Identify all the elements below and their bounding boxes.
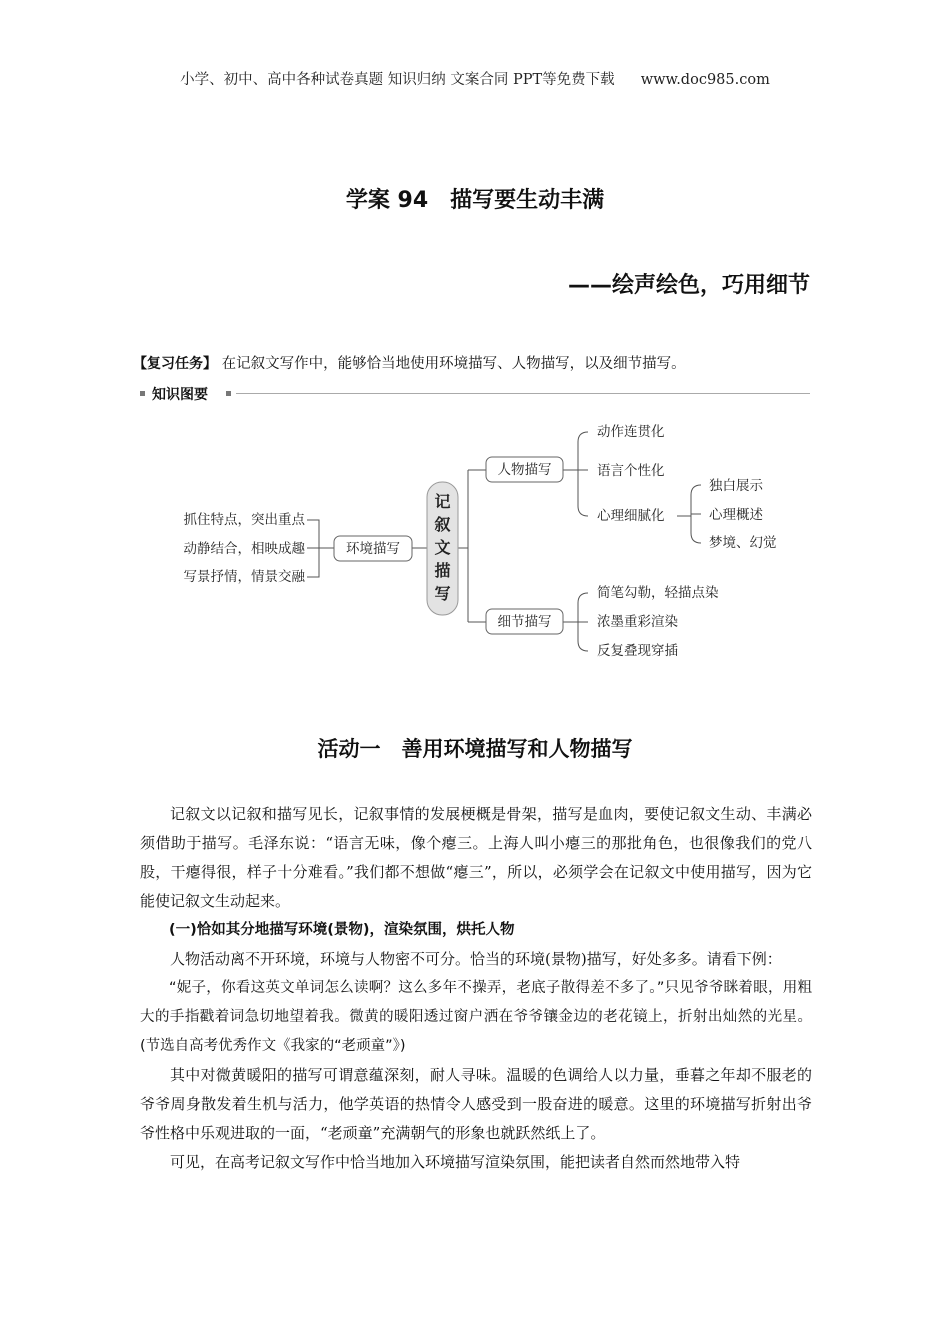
page-header [0, 68, 950, 89]
review-task [133, 352, 686, 373]
knowledge-map-heading [140, 384, 810, 404]
knowledge-map-diagram [150, 410, 810, 675]
person-item: 语言个性化 [597, 463, 665, 479]
detail-item: 简笔勾勒，轻描点染 [597, 585, 719, 601]
center-char: 描 [434, 561, 451, 580]
header-site-link[interactable]: www.doc985.com [640, 72, 770, 88]
example-quote: “妮子，你看这英文单词怎么读啊？这么多年不操弄，老底子散得差不多了。”只见爷爷眯着眼，用粗大的手指戳着词急切地望着我。微黄的暖阳透过窗户洒在爷爷镶金边的老花镜上，折射出灿然的光星。(节选自高考优秀作文《我家的“老顽童”》) [140, 980, 812, 1054]
knowledge-map-heading-text: 知识图要 [152, 387, 208, 403]
psych-item: 心理概述 [709, 507, 763, 523]
detail-item: 反复叠现穿插 [597, 643, 678, 659]
center-char: 文 [434, 538, 451, 557]
body-text [140, 800, 812, 1177]
paragraph: 可见，在高考记叙文写作中恰当地加入环境描写渲染氛围，能把读者自然而然地带入特 [170, 1153, 741, 1171]
person-item: 心理细腻化 [597, 508, 665, 524]
page-subtitle: ——绘声绘色，巧用细节 [567, 273, 810, 298]
paragraph: 其中对微黄暖阳的描写可谓意蕴深刻，耐人寻味。温暖的色调给人以力量，垂暮之年却不服老的爷爷周身散发着生机与活力，他学英语的热情令人感受到一股奋进的暖意。这里的环境描写折射出爷爷性格中乐观进取的一面，“老顽童”充满朝气的形象也就跃然纸上了。 [140, 1066, 812, 1142]
person-item: 动作连贯化 [597, 424, 665, 440]
review-task-label: 【复习任务】 [133, 356, 217, 372]
center-char: 记 [434, 492, 451, 511]
env-item: 抓住特点，突出重点 [183, 512, 305, 528]
square-bullet-icon [140, 391, 145, 396]
heading-rule [236, 393, 810, 394]
env-item: 动静结合，相映成趣 [183, 541, 305, 557]
detail-description-label: 细节描写 [497, 614, 552, 630]
paragraph: 记叙文以记叙和描写见长，记叙事情的发展梗概是骨架，描写是血肉，要使记叙文生动、丰满必须借助于描写。毛泽东说：“语言无味，像个瘪三。上海人叫小瘪三的那批角色，也很像我们的党八股，干瘪得很，样子十分难看。”我们都不想做“瘪三”，所以，必须学会在记叙文中使用描写，因为它能使记叙文生动起来。 [140, 805, 812, 910]
subheading: (一)恰如其分地描写环境(景物)，渲染氛围，烘托人物 [169, 922, 515, 938]
center-char: 写 [434, 584, 451, 603]
psych-item: 独白展示 [709, 478, 763, 494]
detail-item: 浓墨重彩渲染 [597, 614, 678, 630]
center-char: 叙 [434, 515, 451, 534]
env-description-label: 环境描写 [346, 541, 400, 557]
section-title: 活动一 善用环境描写和人物描写 [317, 737, 633, 761]
env-item: 写景抒情，情景交融 [183, 569, 305, 585]
psych-item: 梦境、幻觉 [709, 535, 777, 551]
page-title: 学案 94 描写要生动丰满 [345, 188, 605, 213]
review-task-text: 在记叙文写作中，能够恰当地使用环境描写、人物描写，以及细节描写。 [221, 356, 686, 372]
paragraph: 人物活动离不开环境，环境与人物密不可分。恰当的环境(景物)描写，好处多多。请看下例： [170, 950, 782, 968]
square-bullet-icon [226, 391, 231, 396]
header-text: 小学、初中、高中各种试卷真题 知识归纳 文案合同 PPT等免费下载 [180, 72, 615, 88]
person-description-label: 人物描写 [497, 462, 552, 478]
